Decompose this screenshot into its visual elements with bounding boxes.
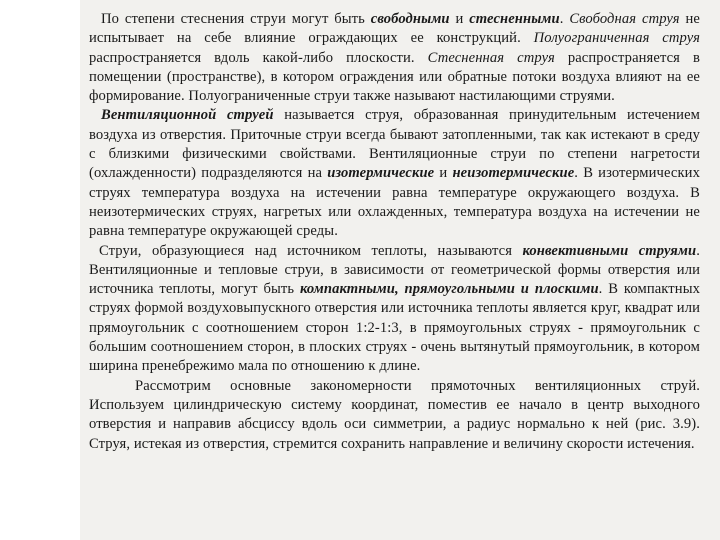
text-run: и [434,165,453,182]
term-free-jet: Свободная струя [569,11,680,27]
term-free: свободными [370,11,450,27]
term-semi-bounded-jet: Полуограниченная струя [533,30,700,47]
term-isothermal: изотермические [327,165,435,182]
text-run: . В изотермических струях температура воздуха на истечении равна температуре окружающего воздуха. В неизотермических струях, нагретых или охлажденных, температура воздуха на истечении не равна температуре окружающей среды. [89,165,700,240]
term-jet-shapes: компактными, прямоугольными и плоскими [299,281,599,298]
text-run: не испытывает на себе влияние ограждающих ее конструкций. [89,11,700,47]
term-non-isothermal: неизотермические [452,165,575,182]
paragraph-convective-jets [89,242,700,377]
document-text [89,10,700,454]
text-run: распространяется в помещении (пространстве), в котором ограждения или обратные потоки воздуха влияют на ее формирование. Полуограниченные струи также называют настилающими струями. [89,49,700,105]
text-run: Рассмотрим основные закономерности прямоточных вентиляционных струй. Используем цилиндрическую систему координат, поместив ее начало в центр выходного отверстия и направив абсциссу вдоль оси симметрии, а радиус нормально к ней (рис. 3.9). Струя, истекая из отверстия, стремится сохранить направление и величину скорости истечения. [89,377,700,452]
text-run: называется струя, образованная принудительным истечением воздуха из отверстия. Приточные струи всегда бывают затопленными, так как истекают в среду с близкими физическими свойствами. Вентиляционные струи по степени нагретости (охлажденности) подразделяются на [89,107,700,182]
text-run: . Вентиляционные и тепловые струи, в зависимости от геометрической формы отверстия или источника теплоты, могут быть [89,242,700,298]
text-run: и [449,11,470,27]
term-ventilation-jet: Вентиляционной струей [101,107,274,124]
text-run: . [559,11,570,27]
paragraph-jet-constraint [89,10,700,106]
text-run: . В компактных струях формой воздуховыпускного отверстия или источника теплоты является круг, квадрат или прямоугольник с соотношением сторон 1:2-1:3, в прямоугольных струях - прямоугольник с большим соотношением сторон, в плоских струях - очень вытянутый прямоугольник, в котором ширина пренебрежимо мала по отношению к длине. [89,281,700,375]
paragraph-ventilation-jet [89,106,700,241]
term-constrained-jet: Стесненная струя [427,49,555,66]
term-constrained: стесненными [469,11,560,27]
text-run: распространяется вдоль какой-либо плоскости. [89,49,428,66]
term-convective-jets: конвективными струями [522,242,697,259]
text-run: Струи, образующиеся над источником теплоты, называются [99,242,523,259]
text-run: По степени стеснения струи могут быть [101,11,371,27]
paragraph-coordinate-system [89,377,700,454]
